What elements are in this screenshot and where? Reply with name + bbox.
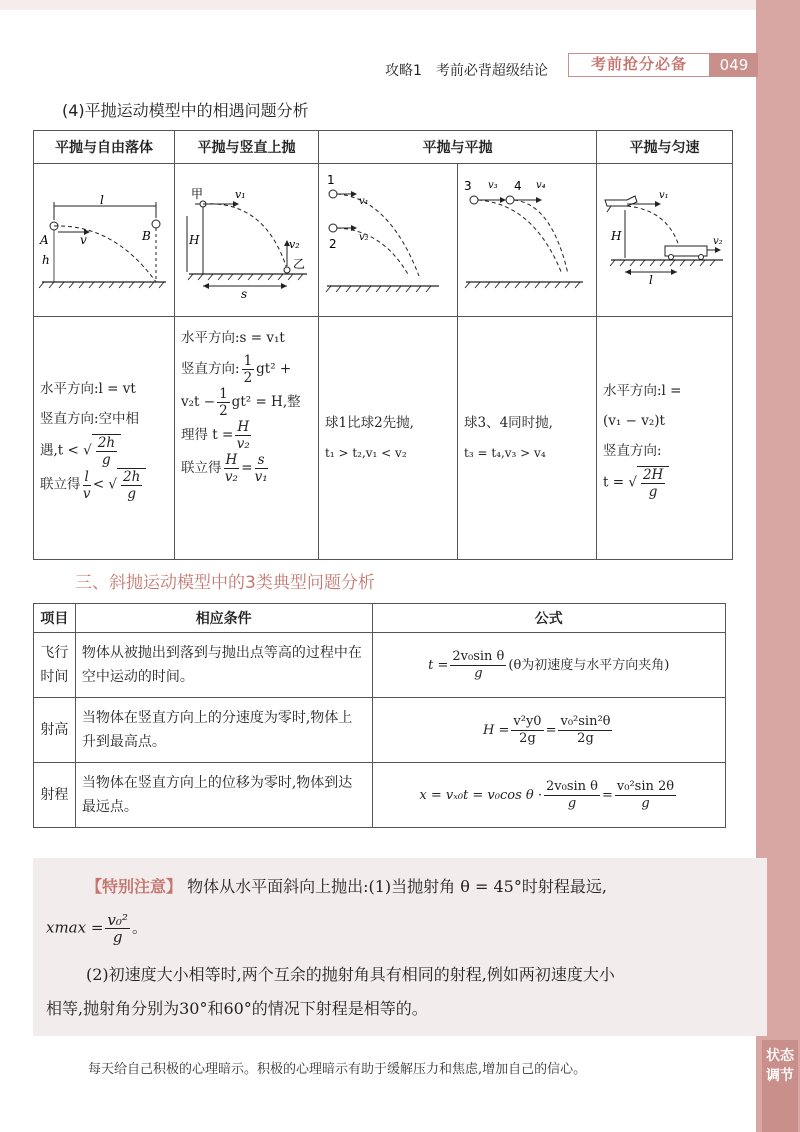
- figure-free-fall: [34, 164, 175, 317]
- fig5-label-H: H: [611, 229, 622, 243]
- desc1-frac-num: l: [84, 468, 89, 485]
- note-frac-num: v₀²: [107, 911, 128, 929]
- desc5-sqrt-den: g: [648, 484, 658, 500]
- desc-uniform: [597, 317, 733, 560]
- desc5-line3: 竖直方向:: [603, 443, 662, 459]
- note-frac-den: g: [112, 928, 123, 946]
- desc-vertical-throw: [175, 317, 319, 560]
- t2-header-item: 项目: [34, 604, 76, 633]
- fig1-label-A: A: [40, 233, 49, 247]
- fig4-label-v4: v₄: [536, 180, 546, 191]
- desc5-line2: (v₁ − v₂)t: [603, 413, 665, 429]
- figure-free-fall-svg: [34, 164, 174, 312]
- desc2-line5-text: 联立得: [181, 460, 222, 476]
- oblique-throw-table: [33, 603, 726, 828]
- row1-formula-lhs: t =: [428, 657, 449, 673]
- row1-formula-num: 2v₀sin θ: [452, 648, 505, 664]
- desc2-frac1-num: 1: [243, 353, 253, 369]
- figure-ball-3-4-svg: [458, 164, 596, 312]
- desc1-frac-den: v: [82, 485, 91, 502]
- section3-title: 三、斜抛运动模型中的3类典型问题分析: [75, 573, 375, 593]
- side-tab-label: 状态调节: [762, 1040, 798, 1132]
- desc2-line3-text: v₂t −: [181, 394, 216, 410]
- desc1-line2: 竖直方向:空中相: [40, 411, 140, 427]
- col-header-1: 平抛与自由落体: [34, 131, 175, 164]
- fig2-label-H: H: [189, 233, 200, 247]
- row2-formula-eq: =: [545, 722, 557, 738]
- desc5-sqrt-num: 2H: [642, 467, 664, 483]
- row2-item: 射高: [34, 698, 76, 763]
- desc5-line4: t = √ $\frac{2H}{g}$: [603, 466, 726, 500]
- row1-formula: [372, 633, 725, 698]
- figure-uniform-motion-svg: [597, 164, 732, 312]
- fig2-label-yi: 乙: [293, 257, 306, 271]
- row2-formula-num2: v₀²sin²θ: [560, 713, 611, 729]
- desc5-line1: 水平方向:l =: [603, 383, 682, 399]
- fig3-label-1: 1: [327, 173, 335, 187]
- desc2-frac3-num: H: [237, 419, 250, 435]
- desc2-line2-end: gt² +: [256, 361, 292, 377]
- desc2-line1: 水平方向:s = v₁t: [181, 330, 285, 346]
- desc-free-fall: [34, 317, 175, 560]
- table-row: [34, 698, 726, 763]
- fig5-label-l: l: [649, 273, 653, 287]
- fig2-label-jia: 甲: [191, 187, 204, 201]
- note-line3: (2)初速度大小相等时,两个互余的抛射角具有相同的射程,例如两初速度大小: [86, 965, 615, 984]
- fig2-label-v1: v₁: [235, 188, 246, 201]
- fig1-label-B: B: [142, 229, 151, 243]
- note-line1: [86, 874, 607, 897]
- desc2-line4: [181, 419, 312, 452]
- fig4-label-4: 4: [514, 179, 522, 193]
- desc2-frac5-num: s: [255, 452, 268, 469]
- desc5-line4-text: t =: [603, 474, 625, 491]
- row3-formula-num2: v₀²sin 2θ: [616, 778, 675, 794]
- fig3-label-v2: v₂: [359, 232, 369, 243]
- header-box-label: 考前抢分必备: [568, 53, 710, 77]
- t2-header-condition: 相应条件: [75, 604, 372, 633]
- desc1-sqrt2-den: g: [127, 486, 137, 502]
- desc-ball-3-4: [458, 317, 597, 560]
- meeting-problem-table: [33, 130, 733, 560]
- table-row: [34, 633, 726, 698]
- col-header-3: 平抛与平抛: [319, 131, 597, 164]
- desc-ball-1-2: [319, 317, 458, 560]
- row1-item: 飞行时间: [34, 633, 76, 698]
- desc1-line4-text: 联立得: [40, 476, 81, 493]
- fig1-label-h: h: [42, 253, 50, 267]
- figure-vertical-throw-svg: [175, 164, 318, 312]
- row1-formula-note: (θ为初速度与水平方向夹角): [508, 657, 670, 673]
- row2-condition: 当物体在竖直方向上的分速度为零时,物体上升到最高点。: [75, 698, 372, 763]
- section4-title: (4)平抛运动模型中的相遇问题分析: [62, 101, 309, 120]
- desc3-line2: t₁ > t₂,v₁ < v₂: [325, 446, 407, 460]
- header-subtitle: 考前必背超级结论: [435, 63, 548, 79]
- desc2-frac5-den: v₁: [254, 469, 268, 485]
- col-header-4: 平抛与匀速: [597, 131, 733, 164]
- row2-formula-num1: v²y0: [513, 713, 542, 729]
- daily-tip: 每天给自己积极的心理暗示。积极的心理暗示有助于缓解压力和焦虑,增加自己的信心。: [88, 1062, 587, 1077]
- desc2-line3-end: gt² = H,整: [231, 394, 301, 410]
- figure-ball-3-4: [458, 164, 597, 317]
- fig3-label-2: 2: [329, 237, 337, 251]
- fig1-label-v: v: [80, 233, 87, 247]
- col-header-2: 平抛与竖直上抛: [175, 131, 319, 164]
- desc1-line4: 联立得 $\frac{l}{v}$ < √ $\frac{2h}{g}$: [40, 468, 168, 502]
- desc1-line3-text: 遇,t <: [40, 442, 79, 459]
- header-strategy: 攻略1: [385, 63, 422, 79]
- page-number: 049: [710, 53, 758, 77]
- desc2-frac3-den: v₂: [236, 436, 250, 452]
- desc2-frac2-num: 1: [219, 386, 228, 402]
- row3-formula-lhs: x = vₓ₀t = v₀cos θ ·: [419, 787, 542, 803]
- figure-uniform-motion: [597, 164, 733, 317]
- row1-condition: 物体从被抛出到落到与抛出点等高的过程中在空中运动的时间。: [75, 633, 372, 698]
- desc2-line5: [181, 452, 312, 485]
- row2-formula: [372, 698, 725, 763]
- row3-formula: [372, 763, 725, 828]
- row3-formula-num1: 2v₀sin θ: [546, 778, 598, 794]
- desc2-eq: =: [241, 460, 253, 476]
- desc4-line1: 球3、4同时抛,: [464, 415, 553, 431]
- note-tag: 【特别注意】: [86, 877, 183, 896]
- top-strip: [0, 0, 800, 10]
- desc1-sqrt-num: 2h: [97, 435, 116, 451]
- row2-formula-den2: 2g: [577, 730, 594, 746]
- desc4-line2: t₃ = t₄,v₃ > v₄: [464, 446, 546, 460]
- figure-ball-1-2-svg: [319, 164, 457, 312]
- fig5-label-v1: v₁: [659, 190, 669, 201]
- desc1-line3: 遇,t < √ $\frac{2h}{g}$: [40, 434, 168, 468]
- row1-formula-den: g: [474, 665, 483, 681]
- desc1-sqrt-den: g: [102, 452, 111, 468]
- fig4-label-3: 3: [464, 179, 472, 193]
- desc2-frac4-den: v₂: [224, 469, 238, 485]
- row3-formula-den1: g: [567, 795, 577, 811]
- desc1-sqrt2-num: 2h: [123, 469, 141, 485]
- desc2-frac1-den: 2: [243, 370, 253, 386]
- row2-formula-den1: 2g: [519, 730, 536, 746]
- desc2-line2-text: 竖直方向:: [181, 361, 240, 377]
- fig2-label-v2: v₂: [289, 238, 300, 251]
- note-line4: 相等,抛射角分别为30°和60°的情况下射程是相等的。: [46, 999, 428, 1018]
- desc1-line1: 水平方向:l = vt: [40, 381, 136, 397]
- row3-formula-eq: =: [602, 787, 613, 803]
- row3-item: 射程: [34, 763, 76, 828]
- row3-formula-den2: g: [641, 795, 650, 811]
- desc2-line2: [181, 353, 312, 386]
- note-line1-text: 物体从水平面斜向上抛出:(1)当抛射角 θ = 45°时射程最远,: [187, 877, 607, 896]
- fig5-label-v2: v₂: [713, 236, 723, 247]
- running-header: [385, 60, 548, 80]
- t2-header-formula: 公式: [372, 604, 725, 633]
- table-row: [34, 763, 726, 828]
- row3-condition: 当物体在竖直方向上的位移为零时,物体到达最远点。: [75, 763, 372, 828]
- fig2-label-s: s: [241, 287, 248, 301]
- desc2-frac4-num: H: [225, 452, 238, 468]
- desc2-line4-text: 理得 t =: [181, 427, 234, 443]
- fig3-label-v1: v₁: [359, 196, 369, 207]
- desc2-line3: [181, 386, 312, 419]
- note-line2: [46, 912, 147, 945]
- row2-formula-lhs: H =: [483, 722, 510, 738]
- note-line2-end: 。: [131, 918, 147, 937]
- desc1-lt: <: [92, 476, 105, 493]
- fig1-label-l: l: [100, 193, 104, 207]
- note-xmax: xmax =: [46, 918, 104, 937]
- fig4-label-v3: v₃: [488, 180, 498, 191]
- desc3-line1: 球1比球2先抛,: [325, 415, 414, 431]
- desc2-frac2-den: 2: [219, 403, 228, 419]
- figure-vertical-throw: [175, 164, 319, 317]
- figure-ball-1-2: [319, 164, 458, 317]
